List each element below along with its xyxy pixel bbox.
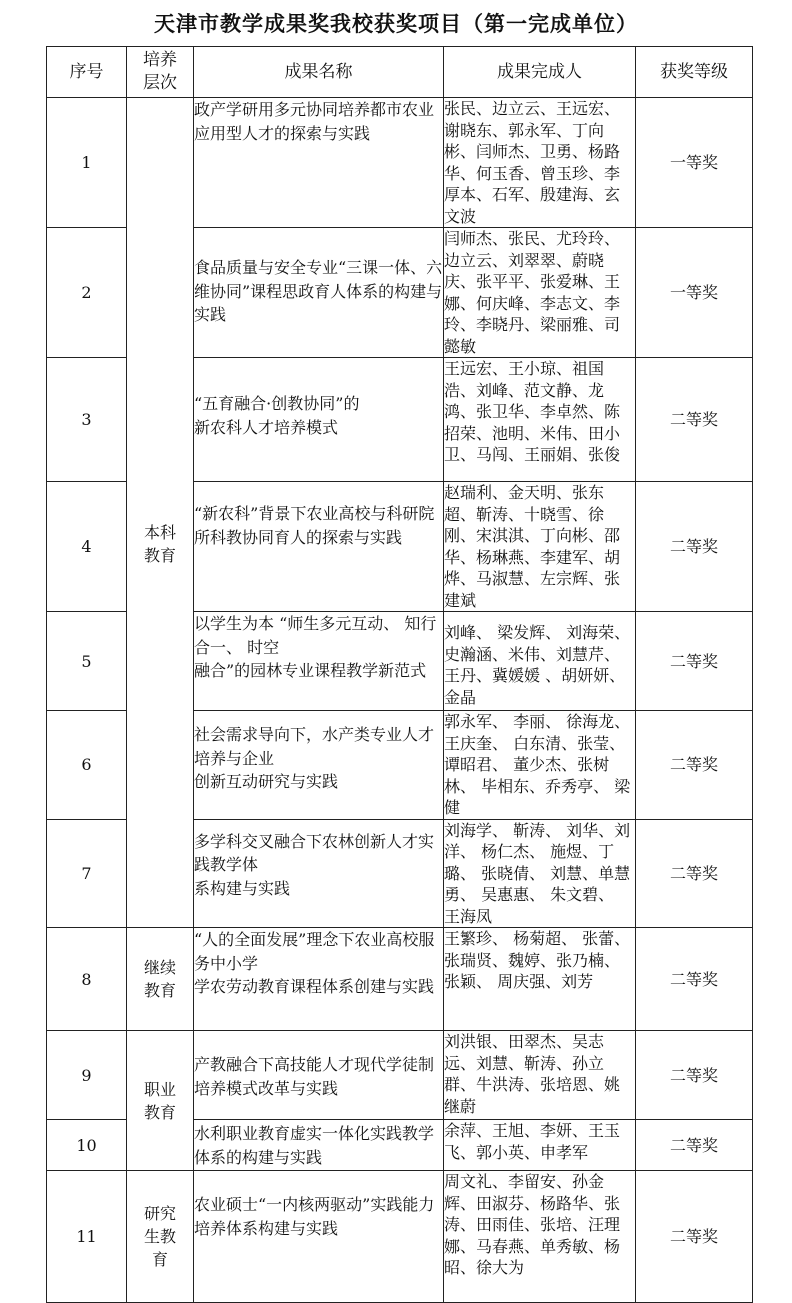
award-grade: 一等奖 [636, 228, 753, 358]
table-row [47, 98, 753, 228]
level-undergrad: 本科 教育 [143, 522, 176, 565]
table-row [47, 1171, 753, 1303]
header-level: 培养 层次 [127, 47, 194, 98]
project-name: 农业硕士“一内核两驱动”实践能力培养体系构建与实践 [194, 1171, 444, 1303]
level-graduate: 研究 生教 育 [143, 1204, 176, 1269]
project-name: “新农科”背景下农业高校与科研院所科教协同育人的探索与实践 [194, 482, 444, 612]
award-grade: 一等奖 [636, 98, 753, 228]
project-name: “五育融合·创教协同”的 新农科人才培养模式 [194, 358, 444, 482]
project-name: 以学生为本 “师生多元互动、 知行合一、 时空 融合”的园林专业课程教学新范式 [194, 612, 444, 711]
row-number: 1 [47, 98, 127, 228]
level-vocational: 职业 教育 [143, 1079, 176, 1122]
row-number: 3 [47, 358, 127, 482]
header-authors: 成果完成人 [444, 47, 636, 98]
project-name: 社会需求导向下，水产类专业人才培养与企业 创新互动研究与实践 [194, 711, 444, 820]
row-number: 6 [47, 711, 127, 820]
award-grade: 二等奖 [636, 819, 753, 928]
row-number: 9 [47, 1031, 127, 1120]
table-row [47, 1031, 753, 1120]
row-number: 4 [47, 482, 127, 612]
project-name: “人的全面发展”理念下农业高校服务中小学 学农劳动教育课程体系创建与实践 [194, 928, 444, 1031]
award-grade: 二等奖 [636, 1031, 753, 1120]
award-grade: 二等奖 [636, 1120, 753, 1171]
project-authors: 刘峰、 梁发辉、 刘海荣、史瀚涵、米伟、刘慧芹、王丹、冀媛媛 、胡妍妍、 金晶 [444, 612, 636, 711]
award-grade: 二等奖 [636, 711, 753, 820]
project-authors: 王远宏、王小琼、祖国浩、刘峰、范文静、龙鸿、张卫华、李卓然、陈招荣、池明、米伟、田小卫、马闯、王丽娟、张俊 [444, 358, 636, 482]
project-name: 多学科交叉融合下农林创新人才实践教学体 系构建与实践 [194, 819, 444, 928]
award-grade: 二等奖 [636, 358, 753, 482]
project-authors: 赵瑞利、金天明、张东超、靳涛、十晓雪、徐刚、宋淇淇、丁向彬、邵华、杨琳燕、李建军、胡烨、马淑慧、左宗辉、张建斌 [444, 482, 636, 612]
awards-table [46, 46, 753, 1303]
row-number: 2 [47, 228, 127, 358]
award-grade: 二等奖 [636, 1171, 753, 1303]
project-name: 食品质量与安全专业“三课一体、六维协同”课程思政育人体系的构建与实践 [194, 228, 444, 358]
award-grade: 二等奖 [636, 928, 753, 1031]
project-authors: 张民、边立云、王远宏、谢晓东、郭永军、丁向彬、闫师杰、卫勇、杨路华、何玉香、曾玉珍、李厚本、石军、殷建海、玄文波 [444, 98, 636, 228]
project-authors: 周文礼、李留安、孙金辉、田淑芬、杨路华、张涛、田雨佳、张培、汪理娜、马春燕、单秀敏、杨昭、徐大为 [444, 1171, 636, 1303]
project-authors: 余萍、王旭、李妍、王玉飞、郭小英、申孝军 [444, 1120, 636, 1171]
project-name: 水利职业教育虚实一体化实践教学体系的构建与实践 [194, 1120, 444, 1171]
row-number: 11 [47, 1171, 127, 1303]
project-authors: 刘海学、 靳涛、 刘华、刘洋、 杨仁杰、 施煜、丁璐、 张晓倩、 刘慧、单慧勇、 吴惠惠、 朱文碧、 王海凤 [444, 819, 636, 928]
award-grade: 二等奖 [636, 482, 753, 612]
header-name: 成果名称 [194, 47, 444, 98]
row-number: 10 [47, 1120, 127, 1171]
level-continuing: 继续 教育 [143, 958, 176, 1000]
project-authors: 王繁珍、 杨菊超、 张蕾、张瑞贤、魏婷、张乃楠、 张颖、 周庆强、刘芳 [444, 928, 636, 1031]
project-authors: 闫师杰、张民、尤玲玲、边立云、刘翠翠、蔚晓庆、张平平、张爱琳、王娜、何庆峰、李志文、李玲、李晓丹、梁丽雅、司懿敏 [444, 228, 636, 358]
award-grade: 二等奖 [636, 612, 753, 711]
row-number: 7 [47, 819, 127, 928]
table-header-row [47, 47, 753, 98]
project-name: 产教融合下高技能人才现代学徒制培养模式改革与实践 [194, 1031, 444, 1120]
row-number: 8 [47, 928, 127, 1031]
project-authors: 刘洪银、田翠杰、吴志远、刘慧、靳涛、孙立群、牛洪涛、张培恩、姚继蔚 [444, 1031, 636, 1120]
page-title: 天津市教学成果奖我校获奖项目（第一完成单位） [154, 11, 638, 36]
project-name: 政产学研用多元协同培养都市农业应用型人才的探索与实践 [194, 98, 444, 228]
table-row [47, 928, 753, 1031]
header-grade: 获奖等级 [636, 47, 753, 98]
header-seq: 序号 [47, 47, 127, 98]
project-authors: 郭永军、 李丽、 徐海龙、 王庆奎、 白东清、张莹、 谭昭君、 董少杰、张树林、 毕相东、乔秀亭、 梁健 [444, 711, 636, 820]
row-number: 5 [47, 612, 127, 711]
